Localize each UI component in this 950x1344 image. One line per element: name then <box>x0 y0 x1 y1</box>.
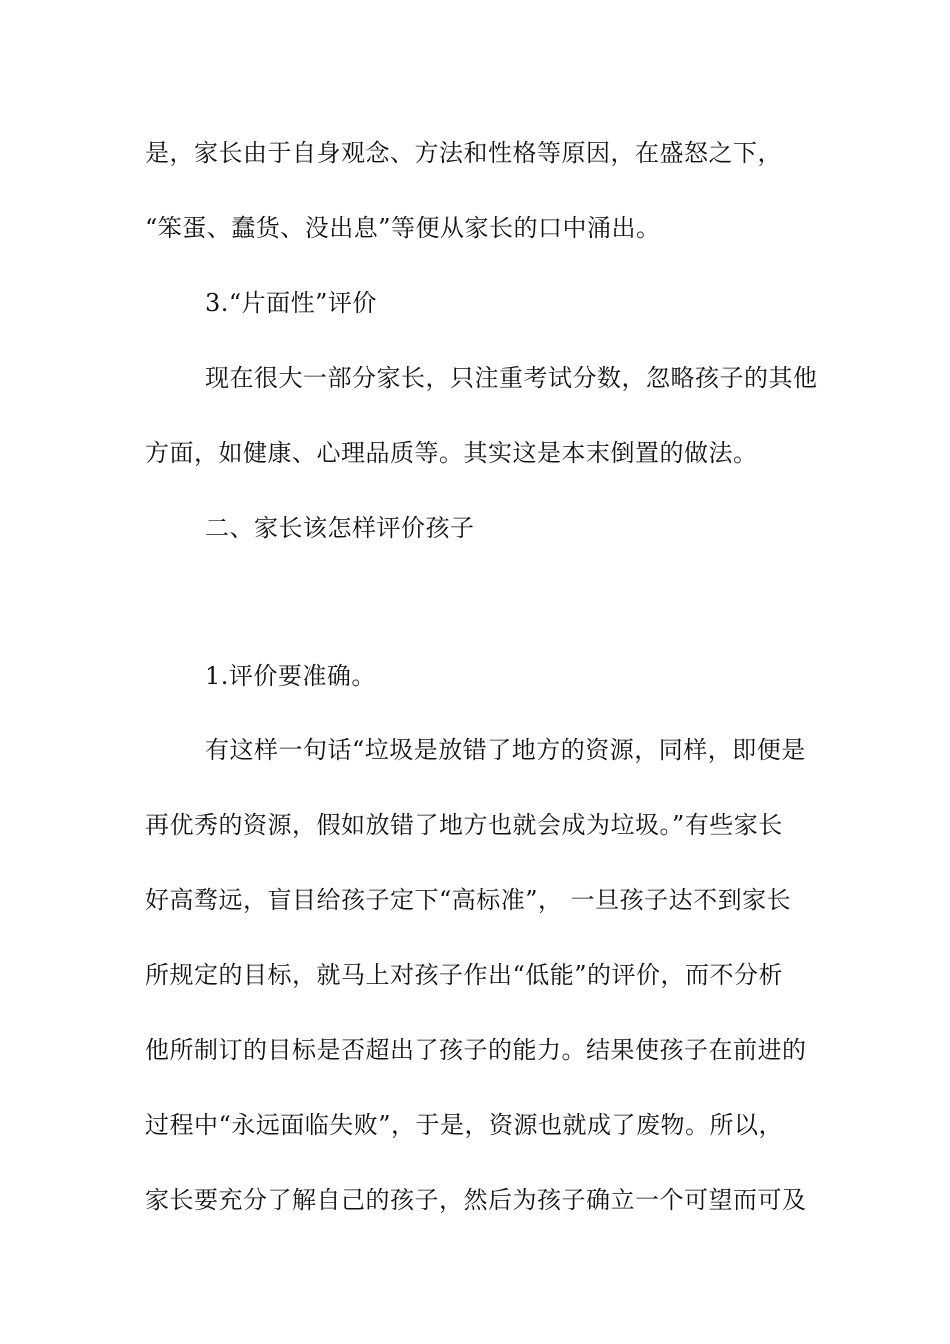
paragraph-continuation-line: 方面，如健康、心理品质等。其实这是本末倒置的做法。 <box>145 439 758 467</box>
paragraph-first-line: 现在很大一部分家长，只注重考试分数，忽略孩子的其他 <box>205 364 818 392</box>
paragraph-continuation-line: 所规定的目标，就马上对孩子作出“低能”的评价，而不分析 <box>145 961 784 989</box>
paragraph-continuation-line: 他所制订的目标是否超出了孩子的能力。结果使孩子在前进的 <box>145 1036 807 1064</box>
paragraph-continuation-line: 好高骛远，盲目给孩子定下“高标准”， 一旦孩子达不到家长 <box>145 886 792 914</box>
subsection-heading-1: 1.评价要准确。 <box>205 662 376 690</box>
paragraph-continuation-line: 过程中“永远面临失败”，于是，资源也就成了废物。所以， <box>145 1111 784 1139</box>
paragraph-continuation-line: 再优秀的资源，假如放错了地方也就会成为垃圾。”有些家长 <box>145 811 783 839</box>
paragraph-continuation-line: “笨蛋、蠢货、没出息”等便从家长的口中涌出。 <box>145 214 661 242</box>
section-heading-2: 二、家长该怎样评价孩子 <box>205 514 475 542</box>
section-heading-3: 3.“片面性”评价 <box>205 289 377 317</box>
paragraph-first-line: 有这样一句话“垃圾是放错了地方的资源，同样，即便是 <box>205 736 806 764</box>
paragraph-continuation-line: 家长要充分了解自己的孩子，然后为孩子确立一个可望而可及 <box>145 1186 807 1214</box>
paragraph-continuation-line: 是，家长由于自身观念、方法和性格等原因，在盛怒之下， <box>145 139 782 167</box>
